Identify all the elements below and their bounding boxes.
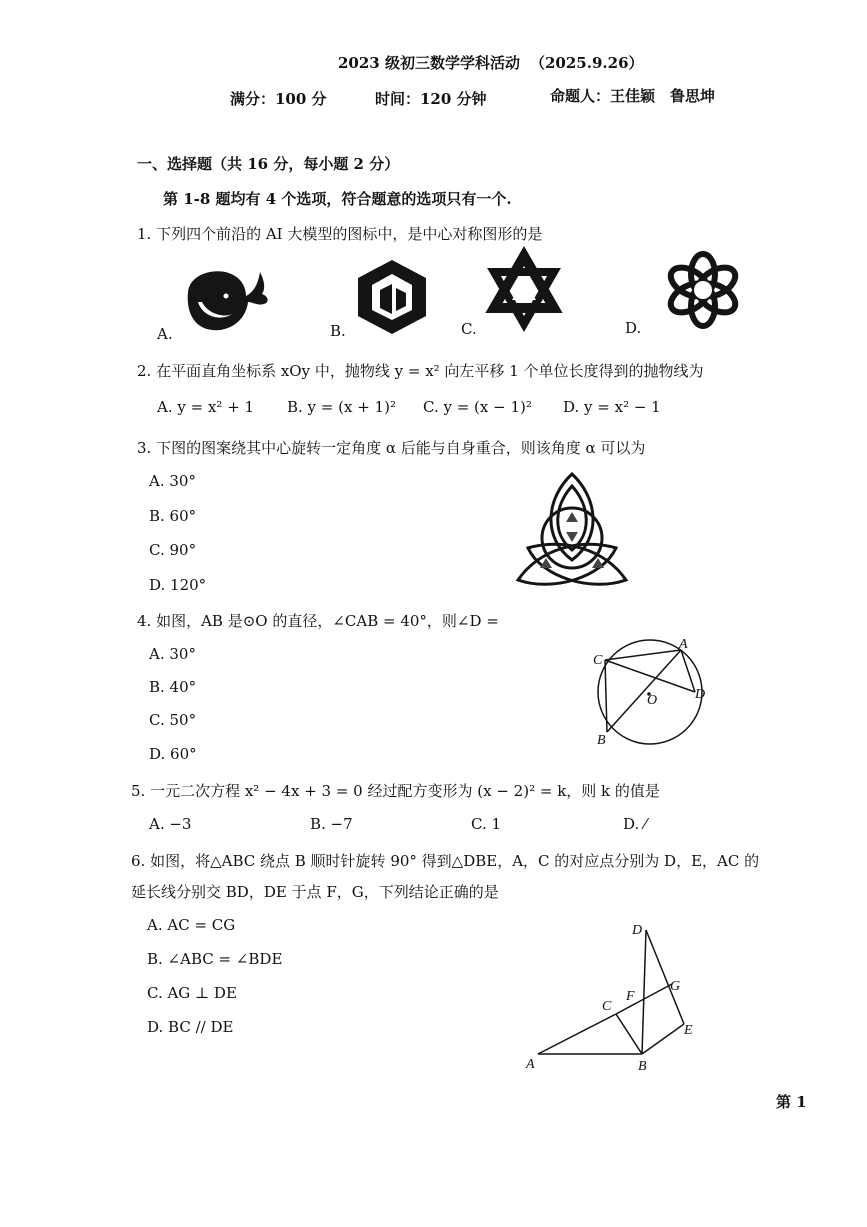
question-4-stem: 4. 如图，AB 是⊙O 的直径，∠CAB = 40°，则∠D = (137, 612, 499, 630)
question-6-option-a: A. AC = CG (147, 916, 236, 934)
point-g-label: G (670, 979, 681, 994)
question-3-option-a: A. 30° (149, 472, 196, 490)
point-b-label: B (597, 733, 606, 748)
point-b-label: B (638, 1059, 647, 1074)
question-1-option-b: B. (330, 322, 346, 340)
knot-flower-logo-icon (665, 252, 741, 328)
question-1-option-d: D. (625, 319, 642, 337)
question-4-option-c: C. 50° (149, 711, 197, 729)
question-6-option-c: C. AG ⊥ DE (147, 984, 237, 1002)
full-score: 满分：100 分 (230, 90, 327, 108)
point-d-label: D (632, 923, 643, 938)
point-e-label: E (684, 1023, 693, 1038)
hexagon-cube-logo-icon (356, 258, 428, 336)
point-f-label: F (626, 989, 635, 1004)
point-d-label: D (695, 687, 706, 702)
rotation-geometry-figure (520, 918, 710, 1078)
point-c-label: C (602, 999, 612, 1014)
question-2-stem: 2. 在平面直角坐标系 xOy 中，抛物线 y = x² 向左平移 1 个单位长度得到的抛物线为 (137, 362, 704, 380)
question-4-option-b: B. 40° (149, 678, 197, 696)
question-1-option-a: A. (157, 325, 173, 343)
impossible-triangle-logo-icon (488, 254, 560, 326)
question-5-option-c: C. 1 (471, 815, 502, 833)
exam-time: 时间：120 分钟 (375, 90, 487, 108)
question-2-option-c: C. y = (x − 1)² (423, 398, 532, 416)
question-5-option-a: A. −3 (149, 815, 192, 833)
section-note: 第 1-8 题均有 4 个选项，符合题意的选项只有一个. (163, 190, 512, 208)
question-2-option-b: B. y = (x + 1)² (287, 398, 396, 416)
question-5-option-b: B. −7 (310, 815, 353, 833)
question-2-option-d: D. y = x² − 1 (563, 398, 661, 416)
question-1-option-c: C. (461, 320, 477, 338)
question-5-option-d: D. ⁄ (623, 815, 647, 833)
circle-geometry-figure (585, 636, 715, 748)
exam-title: 2023 级初三数学学科活动 (338, 54, 520, 72)
point-a-label: A (679, 637, 688, 652)
section-heading: 一、选择题（共 16 分，每小题 2 分） (137, 155, 400, 173)
question-5-stem: 5. 一元二次方程 x² − 4x + 3 = 0 经过配方变形为 (x − 2)² = k，则 k 的值是 (131, 782, 660, 800)
question-4-option-a: A. 30° (149, 645, 196, 663)
question-1-stem: 1. 下列四个前沿的 AI 大模型的图标中，是中心对称图形的是 (137, 225, 543, 243)
question-4-option-d: D. 60° (149, 745, 197, 763)
exam-date: （2025.9.26） (530, 54, 644, 72)
whale-logo-icon (180, 262, 270, 337)
point-o-label: O (647, 693, 658, 708)
question-2-option-a: A. y = x² + 1 (157, 398, 255, 416)
question-3-option-c: C. 90° (149, 541, 197, 559)
question-6-option-b: B. ∠ABC = ∠BDE (147, 950, 283, 968)
question-3-stem: 3. 下图的图案绕其中心旋转一定角度 α 后能与自身重合，则该角度 α 可以为 (137, 439, 646, 457)
point-c-label: C (593, 653, 603, 668)
question-6-stem-line1: 6. 如图，将△ABC 绕点 B 顺时针旋转 90° 得到△DBE，A，C 的对应点分别为 D，E，AC 的 (131, 852, 760, 870)
question-3-option-d: D. 120° (149, 576, 207, 594)
page-number: 第 1 (776, 1093, 807, 1111)
exam-authors: 命题人：王佳颖 鲁思坤 (550, 87, 716, 105)
question-6-option-d: D. BC // DE (147, 1018, 234, 1036)
question-6-stem-line2: 延长线分别交 BD，DE 于点 F，G，下列结论正确的是 (131, 883, 499, 901)
triquetra-figure-icon (512, 468, 632, 590)
point-a-label: A (526, 1057, 535, 1072)
question-3-option-b: B. 60° (149, 507, 197, 525)
